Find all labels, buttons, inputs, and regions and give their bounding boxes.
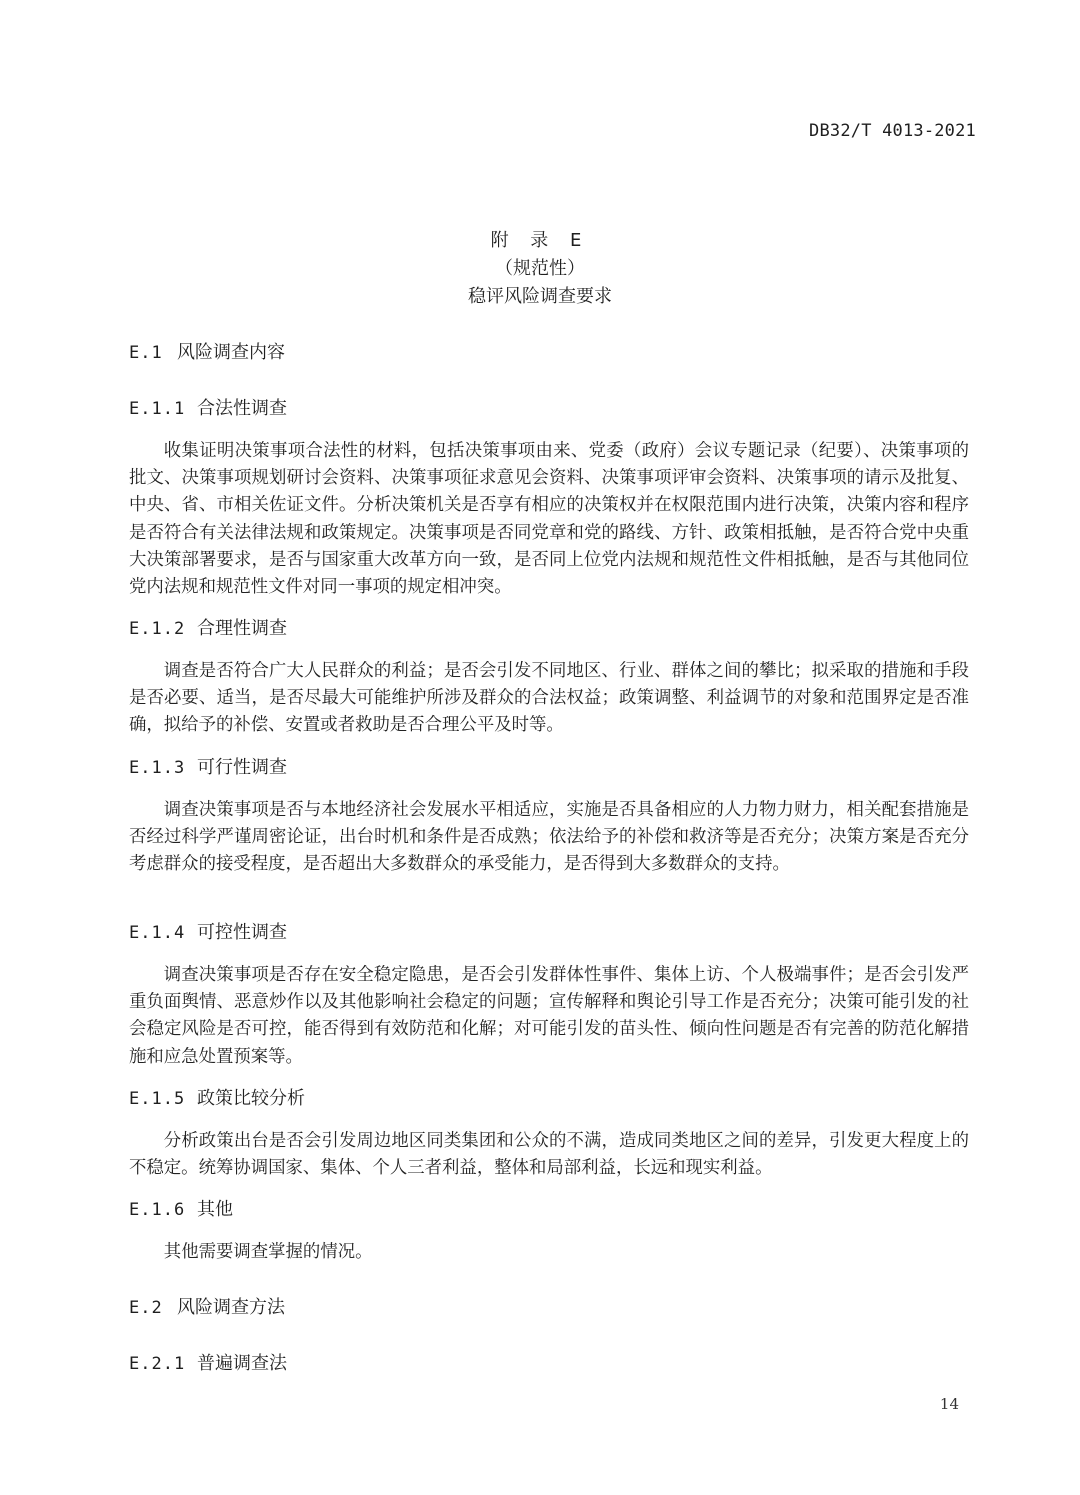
- section-title: 其他: [197, 1199, 233, 1220]
- section-heading-e1: [129, 340, 285, 366]
- standard-code: DB32/T 4013-2021: [809, 121, 976, 141]
- section-heading-e1-3: [129, 755, 287, 781]
- section-title: 可行性调查: [197, 757, 287, 778]
- section-heading-e2-1: [129, 1351, 287, 1377]
- section-heading-e1-1: [129, 396, 287, 422]
- section-number: E.2.1: [129, 1354, 186, 1374]
- section-title: 可控性调查: [197, 922, 287, 943]
- paragraph-e1-4: 调查决策事项是否存在安全稳定隐患，是否会引发群体性事件、集体上访、个人极端事件；是否会引发严重负面舆情、恶意炒作以及其他影响社会稳定的问题；宣传解释和舆论引导工作是否充分；决策可能引发的社会稳定风险是否可控，能否得到有效防范和化解；对可能引发的苗头性、倾向性问题是否有完善的防范化解措施和应急处置预案等。: [129, 965, 969, 1067]
- section-number: E.1.6: [129, 1200, 186, 1220]
- section-number: E.1.5: [129, 1089, 186, 1109]
- section-title: 风险调查内容: [177, 342, 285, 363]
- section-heading-e1-6: [129, 1197, 233, 1223]
- section-title: 合法性调查: [197, 398, 287, 419]
- section-number: E.1.3: [129, 758, 186, 778]
- section-number: E.1.2: [129, 619, 186, 639]
- annex-label: 附 录 E: [490, 230, 590, 251]
- annex-type: （规范性）: [495, 258, 585, 279]
- paragraph-e1-5: 分析政策出台是否会引发周边地区同类集团和公众的不满，造成同类地区之间的差异，引发更大程度上的不稳定。统筹协调国家、集体、个人三者利益，整体和局部利益，长远和现实利益。: [129, 1131, 969, 1179]
- paragraph-e1-2: 调查是否符合广大人民群众的利益；是否会引发不同地区、行业、群体之间的攀比；拟采取的措施和手段是否必要、适当，是否尽最大可能维护所涉及群众的合法权益；政策调整、利益调节的对象和范围界定是否准确，拟给予的补偿、安置或者救助是否合理公平及时等。: [129, 661, 969, 736]
- section-heading-e2: [129, 1295, 285, 1321]
- section-number: E.1: [129, 343, 163, 363]
- section-title: 合理性调查: [197, 618, 287, 639]
- annex-title: 稳评风险调查要求: [468, 286, 612, 307]
- paragraph-e1-3: 调查决策事项是否与本地经济社会发展水平相适应，实施是否具备相应的人力物力财力，相关配套措施是否经过科学严谨周密论证，出台时机和条件是否成熟；依法给予的补偿和救济等是否充分；决策方案是否充分考虑群众的接受程度，是否超出大多数群众的承受能力，是否得到大多数群众的支持。: [129, 800, 969, 875]
- page-number: 14: [939, 1395, 959, 1413]
- section-number: E.2: [129, 1298, 163, 1318]
- section-title: 风险调查方法: [177, 1297, 285, 1318]
- section-heading-e1-5: [129, 1086, 305, 1112]
- section-number: E.1.4: [129, 923, 186, 943]
- section-heading-e1-4: [129, 920, 287, 946]
- paragraph-e1-1: 收集证明决策事项合法性的材料，包括决策事项由来、党委（政府）会议专题记录（纪要）、决策事项的批文、决策事项规划研讨会资料、决策事项征求意见会资料、决策事项评审会资料、决策事项的请示及批复、中央、省、市相关佐证文件。分析决策机关是否享有相应的决策权并在权限范围内进行决策，决策内容和程序是否符合有关法律法规和政策规定。决策事项是否同党章和党的路线、方针、政策相抵触，是否符合党中央重大决策部署要求，是否与国家重大改革方向一致，是否同上位党内法规和规范性文件相抵触，是否与其他同位党内法规和规范性文件对同一事项的规定相冲突。: [129, 441, 969, 598]
- paragraph-e1-6: 其他需要调查掌握的情况。: [163, 1242, 373, 1262]
- section-title: 政策比较分析: [197, 1088, 305, 1109]
- section-number: E.1.1: [129, 399, 186, 419]
- section-heading-e1-2: [129, 616, 287, 642]
- section-title: 普遍调查法: [197, 1353, 287, 1374]
